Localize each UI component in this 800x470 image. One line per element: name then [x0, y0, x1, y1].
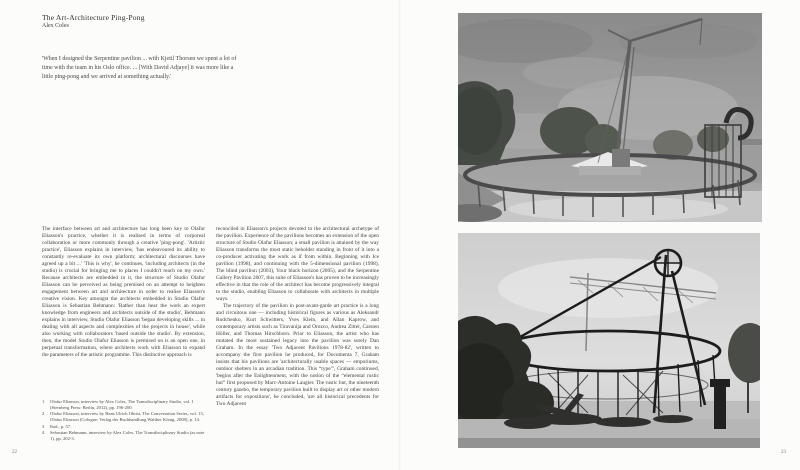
essay-author: Alex Coles: [42, 23, 69, 29]
building-roof: [742, 139, 762, 145]
footnote-2: [42, 411, 208, 423]
page-number-left: 22: [12, 450, 17, 455]
body-column-1: [42, 226, 205, 359]
footnote-3: [42, 424, 208, 430]
footnotes: [42, 399, 208, 442]
essay-title: The Art-Architecture Ping-Pong: [42, 13, 145, 22]
photo-pavilion-steel-frame: [458, 233, 760, 448]
footnote-1-number: 1: [42, 399, 45, 404]
epigraph-quote: 'When I designed the Serpentine pavilion ... with Kjetil Thorsen we spent a lot of time with the team in his Oslo office. ... [With David Adjaye] it was more like a little ping-pong and we arrived at something actually.': [42, 56, 237, 80]
footnote-4-text: Sebastian Behmann, interview by Alex Coles, The Transdisciplinary Studio (as note 1), pp. 202-3.: [50, 430, 205, 441]
page-gutter: [398, 0, 401, 470]
footnote-2-text: Olafur Eliasson, interview by Hans Ulrich Obrist, The Conversation Series, vol. 13, Olafur Eliasson (Cologne: Verlag der Buchhandlung Walther König, 2008), p. 14.: [50, 411, 204, 423]
footnote-1-text: Olafur Eliasson, interview by Alex Coles, The Transdisciplinary Studio, vol. 1 (Sternberg Press: Berlin, 2012), pp. 196-200.: [50, 399, 194, 410]
footnote-3-number: 3: [42, 423, 45, 429]
photo-bottom-graphic: [458, 233, 760, 448]
building: [742, 139, 762, 183]
footnote-3-text: Ibid., p. 57.: [50, 423, 72, 429]
footnote-2-number: 2: [42, 411, 45, 417]
photo-pavilion-construction-with-crane: [458, 13, 762, 222]
body-column-1-text: The interface between art and architecture has long been key to Olafur Eliasson's practice, whether it is realised in terms of corporeal collaboration or more commonly through a creative 'ping-pong'. 'Artistic practice', Eliasson explains in interview, 'has endeavoured its ability to constantly re-evaluate its own platform; architectural discourses have agreed up a bit ...' 'This is why', he continues, 'including architects (in the studio) is crucial for bringing me to places I couldn't reach on my own.' Because architects are embedded in it, the structure of Studio Olafur Eliasson can be perceived as being premised on an attempt to heighten engagement between art and architecture in order to realise Eliasson's creative vision. Key amongst the architects embedded in Studio Olafur Eliasson is Sebastian Behmann: 'Rather than hear the work an expert knowledge from engineers and architects outside of the studio', Behmann explains in interview, Studio Olafur Eliasson 'began developing skills ... in dealing with all aspects and complexities of the projects in house', while also working with collaborators 'based outside the studio'. By extension, then, the model Studio Olafur Eliasson is premised on is an open one, in perpetual transformation, where architects work with Eliasson to expand the parameters of the artistic programme. This distinctive approach is: [42, 226, 205, 358]
ground-light-patch: [508, 197, 728, 221]
page-number-right: 23: [781, 450, 786, 455]
body-column-2-paragraph-1: reconciled in Eliasson's projects devoted to the architectural archetype of the pavilion. Experience of the pavilions becomes an extension of the open structure of Studio Olafur Eliasson; a small pavilion is attained by the way Eliasson transforms the most static beholder standing in front of it into a co-producer activating the work as if from within. Beginning with Ice pavilion (1998), and continuing with the 5-dimensional pavilion (1998), The blind pavilion (2003), Your black horizon (2005), and the Serpentine Gallery Pavilion 2007, this suite of Eliasson's has proven to be increasingly effective in that the role of the architect has become progressively integral to the studio, enabling Eliasson to collaborate with architects in multiple ways.: [216, 226, 379, 302]
footnote-4: [42, 430, 208, 442]
footnote-1: [42, 399, 208, 411]
body-column-2: [216, 226, 379, 408]
foreground-strip: [458, 438, 760, 448]
photo-top-graphic: [458, 13, 762, 222]
body-column-2-paragraph-2: The trajectory of the pavilion in post-avant-garde art practice is a long and circuitous one — including historical figures as various as Aleksandr Rodchenko, Kurt Schwitters, Yves Klein, and Allan Kaprow, and contemporary artists such as Tiravanija and Orozco, Andrea Zittel, Carsten Höller, and Thomas Hirschhorn. Prior to Eliasson, the artist who has mutated the most sustained legacy into the pavilion was surely Dan Graham. In the essay 'Two Adjacent Pavilions 1978-82', written to accompany the first pavilion he produced, for Documenta 7, Graham insists that his pavilions are 'architecturally usable spaces — emporiums, outdoor shelters in an arcadian tradition. This “type”', Graham continued, 'begins after the Enlightenment, with the notion of the “elemental rustic hut” first proposed by Marc-Antoine Laugier. The rustic hut, the nineteenth century gazebo, the temporary pavilion built to display art or other modern artifacts for expositions', he concluded, 'are all historical precedents for Two Adjacent: [216, 303, 379, 407]
footnote-4-number: 4: [42, 430, 45, 436]
